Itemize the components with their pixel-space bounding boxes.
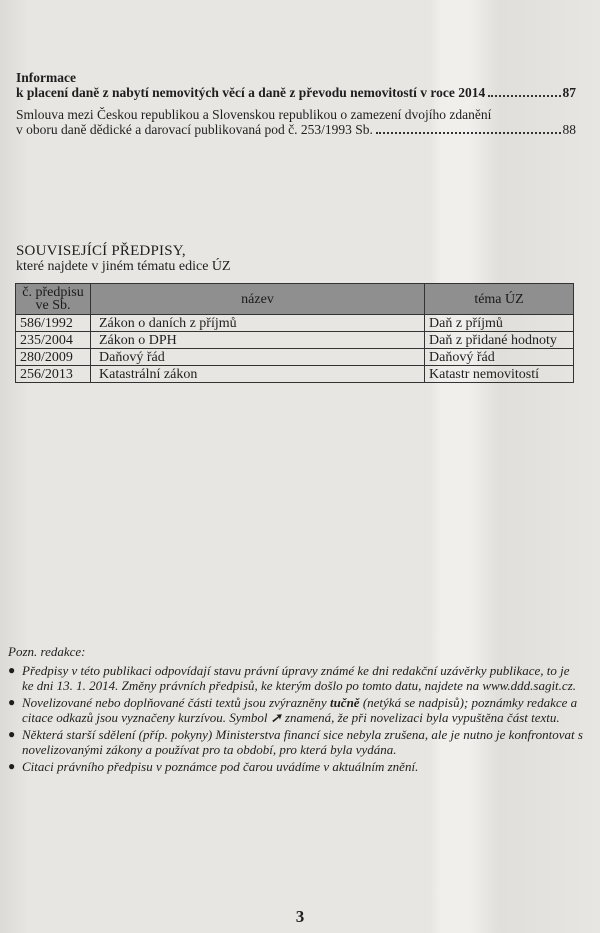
toc-entry-title: Smlouva mezi Českou republikou a Slovenskou republikou o zamezení dvojího zdanění (16, 107, 492, 122)
note-text: Některá starší sdělení (příp. pokyny) Ministerstva financí sice nebyla zrušena, ale je nutno je konfrontovat s novelizovanými zákony a používat pro ta období, pro která byla vydána. (22, 727, 583, 757)
cell-topic: Katastr nemovitostí (425, 366, 574, 383)
note-text-part: (netýká se nadpisů); poznámky redakce a citace odkazů jsou vyznačeny kurzívou. Symbol (22, 695, 578, 725)
toc-entry[interactable] (16, 107, 576, 137)
section-title: SOUVISEJÍCÍ PŘEDPISY, (16, 243, 186, 259)
notes-title: Pozn. redakce: (8, 644, 86, 659)
cell-topic: Daň z přidané hodnoty (425, 332, 574, 349)
leader-dots (376, 132, 561, 134)
toc-heading: Informace (16, 70, 76, 85)
note-item (8, 663, 583, 693)
cell-name: Katastrální zákon (91, 366, 425, 383)
column-header-topic: téma ÚZ (425, 284, 574, 315)
toc-entry-title: k placení daně z nabytí nemovitých věcí a daně z převodu nemovitostí v roce 2014 (16, 85, 486, 100)
section-subtitle: které najdete v jiném tématu edice ÚZ (16, 259, 231, 274)
note-bold-word: tučně (329, 695, 360, 710)
table-row (16, 349, 574, 366)
editorial-notes (8, 644, 583, 776)
note-item (8, 695, 583, 725)
toc-page-number: 87 (562, 85, 576, 100)
cell-name: Daňový řád (91, 349, 425, 366)
note-text (22, 695, 583, 725)
cell-number: 235/2004 (16, 332, 91, 349)
note-item (8, 727, 583, 757)
toc-entry-title-cont: v oboru daně dědické a darovací publikovaná pod č. 253/1993 Sb. (16, 122, 373, 137)
note-text: Předpisy v této publikaci odpovídají stavu právní úpravy známé ke dni redakční uzávěrky publikace, to je ke dni 13. 1. 2014. Změny právních předpisů, ke kterým došlo po tomto datu, najdete na www.ddd.sagit.cz. (22, 663, 576, 693)
bullet-icon: ● (8, 759, 16, 773)
cell-number: 256/2013 (16, 366, 91, 383)
related-regulations (16, 244, 576, 274)
cell-topic: Daňový řád (425, 349, 574, 366)
leader-dots (488, 95, 560, 97)
column-header-name: název (91, 284, 425, 315)
cell-name: Zákon o daních z příjmů (91, 315, 425, 332)
cell-number: 586/1992 (16, 315, 91, 332)
note-text: Citaci právního předpisu v poznámce pod čarou uvádíme v aktuálním znění. (22, 759, 419, 774)
toc-page-number: 88 (562, 122, 576, 137)
cell-topic: Daň z příjmů (425, 315, 574, 332)
table-row (16, 315, 574, 332)
table-of-contents (16, 70, 576, 144)
bullet-icon: ● (8, 663, 16, 677)
table-row (16, 366, 574, 383)
page-number: 3 (295, 907, 305, 926)
cell-number: 280/2009 (16, 349, 91, 366)
header-text: ve Sb. (35, 298, 71, 313)
bullet-icon: ● (8, 727, 16, 741)
note-text-part: znamená, že při novelizaci byla vypuštěna část textu. (281, 710, 560, 725)
omission-arrow-icon: ➚ (270, 710, 282, 725)
note-text-part: Novelizované nebo doplňované části textů jsou zvýrazněny (22, 695, 330, 710)
toc-entry[interactable] (16, 70, 576, 100)
column-header-number (16, 284, 91, 315)
regulations-table (15, 283, 574, 383)
table-row (16, 332, 574, 349)
table-header-row (16, 284, 574, 315)
bullet-icon: ● (8, 695, 16, 709)
header-text: č. předpisu (22, 285, 84, 300)
cell-name: Zákon o DPH (91, 332, 425, 349)
note-item (8, 759, 583, 774)
